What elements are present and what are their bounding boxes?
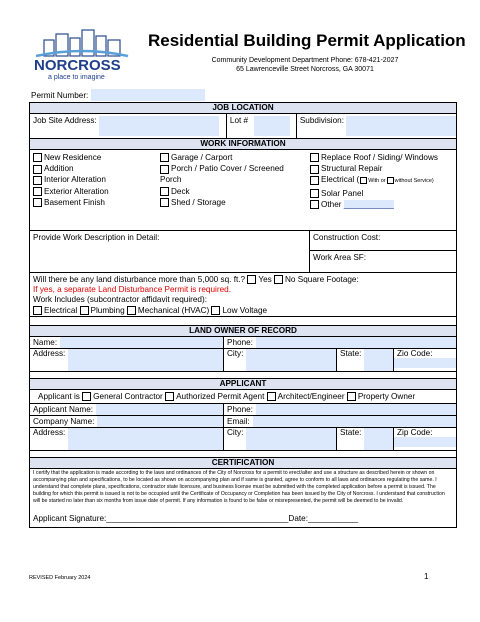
owner-name-label: Name: xyxy=(33,338,58,347)
applicant-phone-field[interactable] xyxy=(256,404,456,415)
land-disturbance-question: Will there be any land disturbance more than 5,000 sq. ft.? xyxy=(33,275,246,284)
square-footage-label: Square Footage: xyxy=(297,275,359,284)
work-description-label: Provide Work Description in Detail: xyxy=(33,233,160,242)
work-type-structural-repair[interactable]: Structural Repair xyxy=(310,163,453,174)
work-type-electrical[interactable]: Electrical ( With or without Service) xyxy=(310,174,453,187)
company-name-label: Company Name: xyxy=(33,417,95,426)
work-type-exterior-alteration[interactable]: Exterior Alteration xyxy=(33,186,153,197)
applicant-address-label: Address: xyxy=(33,428,66,437)
checkbox[interactable] xyxy=(310,176,319,185)
job-location-heading: JOB LOCATION xyxy=(29,102,457,114)
owner-state-label: State: xyxy=(340,349,362,358)
permit-form: Permit Number: JOB LOCATION Job Site Address: Lot # Subdivision: WORK INFORMATION New Residence Addition Interior Alteration Exterior Alteration Basement Finish Garage / Carport Porch / Patio Cover / Screened Porch Deck Shed / Storage Replace Roof / Siding/ Windows Structural Repair Electrical ( With or without Service) Solar Panel Other ___________ Provide Work Description in Detail: Construction Cost: Work Area SF: Will there be any land disturbance more than 5,000 sq. ft.? Yes No Square Footage: If yes, a separate Land Disturbance Permit is required. Work Includes (subcontractor affidavit required): Electrical Plumbing Mechanical (HVAC) Low Voltage LAND OWNER OF RECORD Name: Phone: Address: City: State: Zio Code: APPLICANT Applicant is General Contractor Authorized Permit Agent Architect/Engineer Property Owner Applicant Name: Phone: Company Name: Email: Address: City: State: Zip Code: CERTIFICATION I certify that the application is made according to the laws and ordinances of the City of Norcross for a permit to erect/alter and use a structure as described herein or shown on accompanying plan and specifications, to be located as shown on accompanying plan and if same is granted, agree to conform to all laws and ordinances regulating the same. I understand that complete plans, specifications, contractor state licensure, and business license must be submitted with the completed application before a permit is issued. The building for which this permit is issued is not to be occupied until the Certificate of Occupancy or Completion has been issued by the City of Norcross. I understand that construction will be started no later than six months from issue date of permit. If any information is found to be false or misrepresented, the permit will be deemed to be invalid. Applicant Signature:________________________________________Date:___________ xyxy=(29,89,457,528)
checkbox[interactable] xyxy=(160,198,169,207)
applicant-state-label: State: xyxy=(340,428,362,437)
applicant-address-field[interactable] xyxy=(68,428,223,450)
date-label: Date: xyxy=(288,514,308,524)
disturbance-no-label: No xyxy=(285,275,296,284)
page-number: 1 xyxy=(424,572,429,581)
date-line[interactable]: ___________ xyxy=(308,514,359,524)
owner-address-label: Address: xyxy=(33,349,66,358)
disturbance-warning: If yes, a separate Land Disturbance Permit is required. xyxy=(33,285,231,294)
job-site-address-field[interactable] xyxy=(99,116,219,136)
checkbox[interactable] xyxy=(33,198,42,207)
applicant-name-label: Applicant Name: xyxy=(33,405,94,414)
owner-state-field[interactable] xyxy=(364,349,393,371)
work-type-shed[interactable]: Shed / Storage xyxy=(160,197,305,208)
applicant-zip-label: Zip Code: xyxy=(397,428,433,437)
work-type-porch-cont: Porch xyxy=(160,175,182,185)
job-site-address-label: Job Site Address: xyxy=(33,116,97,125)
lot-label: Lot # xyxy=(229,116,249,125)
applicant-city-field[interactable] xyxy=(246,428,336,450)
logo-tagline: a place to imagine xyxy=(48,74,105,81)
certification-heading: CERTIFICATION xyxy=(29,457,457,469)
lot-field[interactable] xyxy=(254,116,290,136)
work-type-interior-alteration[interactable]: Interior Alteration xyxy=(33,174,153,185)
work-type-addition[interactable]: Addition xyxy=(33,163,153,174)
disturbance-no-checkbox[interactable] xyxy=(274,275,283,284)
owner-address-field[interactable] xyxy=(68,349,223,371)
checkbox[interactable] xyxy=(160,165,169,174)
work-type-deck[interactable]: Deck xyxy=(160,186,305,197)
work-type-new-residence[interactable]: New Residence xyxy=(33,152,153,163)
applicant-gc-checkbox[interactable] xyxy=(82,392,91,401)
company-name-field[interactable] xyxy=(97,416,223,427)
work-type-garage[interactable]: Garage / Carport xyxy=(160,152,305,163)
applicant-owner-checkbox[interactable] xyxy=(347,392,356,401)
signature-line[interactable]: ________________________________________ xyxy=(106,514,289,524)
owner-city-label: City: xyxy=(227,349,244,358)
checkbox[interactable] xyxy=(160,153,169,162)
owner-name-field[interactable] xyxy=(60,337,223,348)
applicant-agent-checkbox[interactable] xyxy=(165,392,174,401)
owner-zip-label: Zio Code: xyxy=(397,349,433,358)
checkbox[interactable] xyxy=(33,153,42,162)
work-area-cell[interactable] xyxy=(310,251,456,272)
subdivision-field[interactable] xyxy=(346,116,456,136)
work-type-solar-panel[interactable]: Solar Panel xyxy=(310,188,453,199)
construction-cost-cell[interactable] xyxy=(310,231,456,251)
construction-cost-label: Construction Cost: xyxy=(313,233,381,242)
land-owner-heading: LAND OWNER OF RECORD xyxy=(29,325,457,337)
applicant-phone-label: Phone: xyxy=(227,405,253,414)
work-type-porch[interactable]: Porch / Patio Cover / Screened xyxy=(160,163,305,174)
work-area-label: Work Area SF: xyxy=(313,253,367,262)
applicant-state-field[interactable] xyxy=(364,428,393,450)
work-includes-label: Work Includes (subcontractor affidavit required): xyxy=(33,295,207,304)
checkbox[interactable] xyxy=(387,177,394,184)
checkbox[interactable] xyxy=(33,187,42,196)
trade-electrical-checkbox[interactable] xyxy=(33,306,42,315)
revision-note: REVISED February 2024 xyxy=(29,575,91,581)
owner-city-field[interactable] xyxy=(246,349,336,371)
applicant-heading: APPLICANT xyxy=(29,378,457,390)
work-type-basement-finish[interactable]: Basement Finish xyxy=(33,197,153,208)
page-title: Residential Building Permit Application xyxy=(148,31,466,50)
work-type-replace-roof[interactable]: Replace Roof / Siding/ Windows xyxy=(310,152,453,163)
disturbance-yes-label: Yes xyxy=(258,275,272,284)
checkbox[interactable] xyxy=(33,176,42,185)
certification-text: I certify that the application is made according to the laws and ordinances of the City of Norcross for a permit to erect/alter and use a structure as described herein or shown on accompanying plan and specifications, to be located as shown on accompanying plan and if same is granted, agree to conform to all laws and ordinances regulating the same. I understand that complete plans, specifications, contractor state licensure, and business license must be submitted with the completed application before a permit is issued. The building for which this permit is issued is not to be occupied until the Certificate of Occupancy or Completion has been issued by the City of Norcross. I understand that construction will be started no later than six months from issue date of permit. If any information is found to be false or misrepresented, the permit will be deemed to be invalid. xyxy=(33,470,445,505)
work-information-heading: WORK INFORMATION xyxy=(29,139,457,150)
checkbox[interactable] xyxy=(310,189,319,198)
applicant-is-label: Applicant is xyxy=(38,392,80,401)
contact-address: 65 Lawrenceville Street Norcross, GA 30071 xyxy=(236,66,374,73)
applicant-architect-checkbox[interactable] xyxy=(267,392,276,401)
work-description-cell[interactable] xyxy=(30,231,310,272)
subdivision-label: Subdivision: xyxy=(299,116,344,125)
trade-low-voltage-checkbox[interactable] xyxy=(211,306,220,315)
owner-phone-label: Phone: xyxy=(227,338,253,347)
applicant-zip-field[interactable] xyxy=(394,437,456,447)
checkbox[interactable] xyxy=(310,153,319,162)
disturbance-yes-checkbox[interactable] xyxy=(247,275,256,284)
trade-plumbing-checkbox[interactable] xyxy=(80,306,89,315)
applicant-email-label: Email: xyxy=(227,417,250,426)
logo-name: NORCROSS xyxy=(34,57,121,74)
checkbox[interactable] xyxy=(33,165,42,174)
applicant-email-field[interactable] xyxy=(253,416,456,427)
other-field[interactable]: ___________ xyxy=(343,199,394,209)
permit-number-field[interactable] xyxy=(91,89,205,101)
checkbox[interactable] xyxy=(310,200,319,209)
checkbox[interactable] xyxy=(360,177,367,184)
trade-mechanical-checkbox[interactable] xyxy=(127,306,136,315)
applicant-name-field[interactable] xyxy=(96,404,223,415)
work-type-other[interactable]: Other ___________ xyxy=(310,199,453,210)
checkbox[interactable] xyxy=(310,165,319,174)
owner-phone-field[interactable] xyxy=(256,337,456,348)
owner-zip-field[interactable] xyxy=(394,358,456,368)
norcross-logo xyxy=(30,26,134,82)
permit-number-label: Permit Number: xyxy=(31,91,89,100)
department-contact xyxy=(190,56,420,74)
applicant-city-label: City: xyxy=(227,428,244,437)
signature-label: Applicant Signature: xyxy=(33,514,107,524)
checkbox[interactable] xyxy=(160,187,169,196)
contact-phone: Community Development Department Phone: 678-421-2027 xyxy=(211,57,399,64)
